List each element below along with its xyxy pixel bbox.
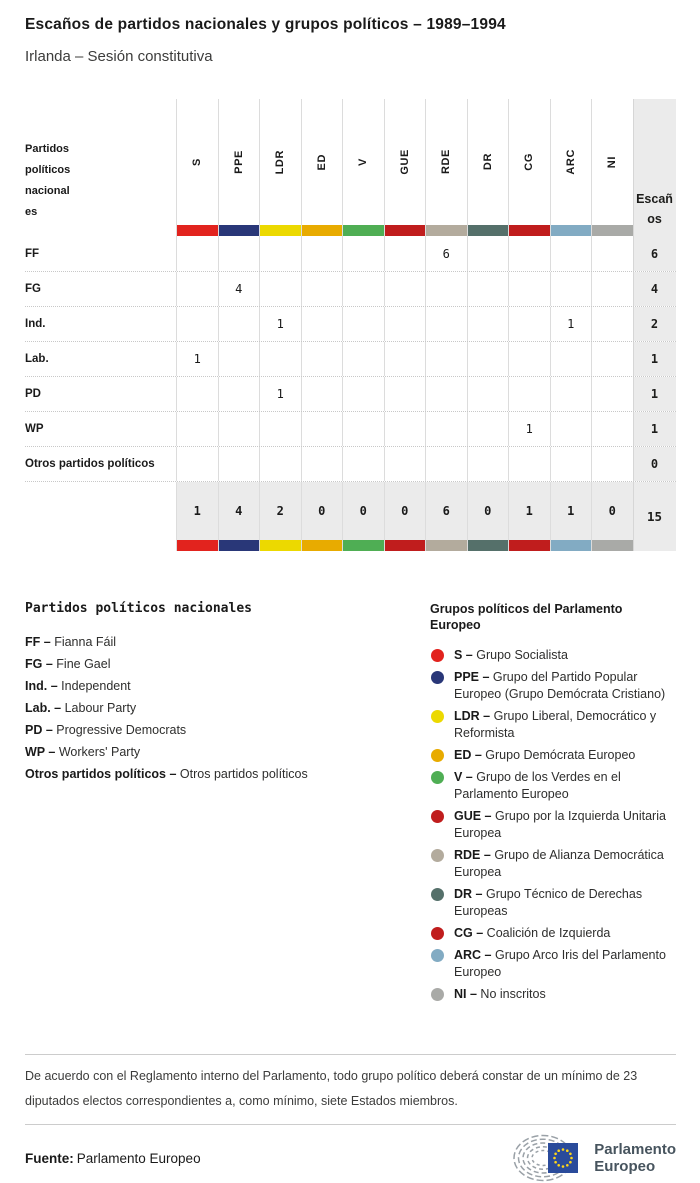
group-name: Grupo Técnico de Derechas Europeas [454, 887, 643, 918]
party-name: Fianna Fáil [54, 635, 117, 649]
seat-cell-ARC [550, 272, 592, 306]
group-name: Grupo de los Verdes en el Parlamento Europeo [454, 770, 621, 801]
group-color-band [551, 225, 592, 236]
seat-cell-LDR: 1 [259, 307, 301, 341]
seat-cell-DR [467, 272, 509, 306]
seat-cell-RDE [425, 342, 467, 376]
source-value: Parlamento Europeo [76, 1150, 201, 1166]
seat-cell-RDE [425, 412, 467, 446]
page-title: Escaños de partidos nacionales y grupos políticos – 1989–1994 [25, 16, 506, 33]
table-row [25, 271, 676, 306]
column-header-text: RDE [440, 149, 453, 175]
national-parties-legend [25, 601, 430, 1008]
ep-logo-text-line1: Parlamento [594, 1141, 676, 1158]
column-total-NI: 0 [591, 482, 633, 551]
column-header-LDR [259, 99, 301, 236]
group-legend-text [454, 947, 676, 981]
group-color-band [592, 225, 633, 236]
group-legend-item [430, 847, 676, 881]
seat-cell-RDE [425, 272, 467, 306]
group-color-band [509, 540, 550, 551]
group-legend-item [430, 669, 676, 703]
column-total-ED: 0 [301, 482, 343, 551]
seats-header-line: Escañ [636, 192, 673, 206]
party-label: Ind. [25, 318, 46, 330]
group-legend-text [454, 886, 676, 920]
group-color-dot [431, 671, 444, 684]
column-total-DR: 0 [467, 482, 509, 551]
row-header-line: Partidos [25, 143, 70, 155]
seat-cell-DR [467, 447, 509, 481]
row-total-cell: 1 [633, 412, 676, 446]
group-abbr: DR – [454, 887, 483, 901]
column-header-CG [508, 99, 550, 236]
group-abbr: S – [454, 648, 473, 662]
group-legend-text [454, 986, 546, 1003]
group-abbr: CG – [454, 926, 484, 940]
eu-flag-icon [548, 1143, 578, 1173]
ep-logo-text [594, 1141, 676, 1175]
seat-cell-ED [301, 342, 343, 376]
column-total-RDE: 6 [425, 482, 467, 551]
seat-cell-NI [591, 412, 633, 446]
group-legend-item [430, 886, 676, 920]
seat-cell-V [342, 272, 384, 306]
party-label: FG [25, 283, 41, 295]
group-color-band [219, 540, 260, 551]
seat-cell-RDE [425, 377, 467, 411]
seat-cell-GUE [384, 342, 426, 376]
group-color-band [468, 540, 509, 551]
seat-cell-DR [467, 236, 509, 271]
seat-cell-ED [301, 307, 343, 341]
european-parliament-logo [512, 1133, 676, 1183]
group-color-dot [431, 888, 444, 901]
column-header-label-wrap [177, 99, 218, 225]
seat-cell-PPE [218, 447, 260, 481]
column-total-PPE: 4 [218, 482, 260, 551]
group-legend-text [454, 708, 676, 742]
seat-cell-V [342, 342, 384, 376]
seat-cell-S [176, 412, 218, 446]
party-abbr: WP – [25, 745, 56, 759]
column-header-text: PPE [232, 150, 245, 174]
party-label: FF [25, 247, 40, 260]
group-color-dot [431, 749, 444, 762]
group-legend-item [430, 647, 676, 664]
seat-cell-S [176, 377, 218, 411]
party-abbr: Ind. – [25, 679, 58, 693]
column-header-text: ED [315, 153, 328, 171]
seat-cell-PPE [218, 236, 260, 271]
seat-cell-DR [467, 342, 509, 376]
group-color-band [551, 540, 592, 551]
party-legend-item [25, 697, 430, 719]
group-abbr: PPE – [454, 670, 490, 684]
seat-cell-ED [301, 447, 343, 481]
legend-groups-title: Grupos políticos del Parlamento Europeo [430, 602, 623, 632]
seat-cell-PPE [218, 412, 260, 446]
table-header-row [25, 99, 676, 236]
seat-cell-GUE [384, 307, 426, 341]
legends-section [25, 601, 676, 1008]
party-label: WP [25, 423, 44, 435]
source-line [25, 1151, 201, 1166]
group-color-dot [431, 771, 444, 784]
group-color-dot [431, 949, 444, 962]
party-name: Labour Party [64, 701, 137, 715]
seat-cell-LDR [259, 412, 301, 446]
seat-cell-S [176, 447, 218, 481]
seat-cell-NI [591, 447, 633, 481]
table-row [25, 446, 676, 481]
seat-cell-DR [467, 412, 509, 446]
group-color-band [343, 225, 384, 236]
group-legend-text [454, 925, 610, 942]
seat-cell-NI [591, 307, 633, 341]
seat-cell-NI [591, 272, 633, 306]
party-legend-item [25, 631, 430, 653]
seats-table [25, 99, 676, 551]
party-legend-item [25, 741, 430, 763]
seat-cell-CG: 1 [508, 412, 550, 446]
group-color-dot [431, 710, 444, 723]
group-abbr: RDE – [454, 848, 491, 862]
seat-cell-RDE [425, 307, 467, 341]
column-header-label-wrap [468, 99, 509, 225]
seat-cell-V [342, 447, 384, 481]
seat-cell-ED [301, 377, 343, 411]
party-name: Otros partidos políticos [179, 767, 308, 781]
seat-cell-GUE [384, 377, 426, 411]
seat-cell-CG [508, 272, 550, 306]
party-abbr: FG – [25, 657, 53, 671]
group-color-band [177, 225, 218, 236]
seat-cell-CG [508, 377, 550, 411]
group-abbr: ARC – [454, 948, 492, 962]
column-header-label-wrap [302, 99, 343, 225]
group-color-band [509, 225, 550, 236]
party-label: PD [25, 388, 41, 400]
seat-cell-NI [591, 236, 633, 271]
party-name: Independent [61, 679, 131, 693]
column-total-V: 0 [342, 482, 384, 551]
seat-cell-ED [301, 272, 343, 306]
group-legend-text [454, 847, 676, 881]
column-header-GUE [384, 99, 426, 236]
column-header-text: V [357, 158, 370, 166]
seat-cell-NI [591, 377, 633, 411]
seat-cell-ARC [550, 342, 592, 376]
column-header-label-wrap [343, 99, 384, 225]
column-header-text: LDR [274, 149, 287, 175]
group-color-band [385, 225, 426, 236]
column-header-ED [301, 99, 343, 236]
column-header-text: DR [481, 153, 494, 171]
column-header-V [342, 99, 384, 236]
row-total-cell: 6 [633, 236, 676, 271]
table-row [25, 376, 676, 411]
column-total-ARC: 1 [550, 482, 592, 551]
seat-cell-V [342, 236, 384, 271]
group-name: Grupo Demócrata Europeo [485, 748, 636, 762]
group-legend-item [430, 747, 676, 764]
group-name: Grupo del Partido Popular Europeo (Grupo Demócrata Cristiano) [454, 670, 666, 701]
seat-cell-ARC [550, 447, 592, 481]
source-label: Fuente: [25, 1150, 74, 1166]
group-color-band [426, 540, 467, 551]
group-color-band [426, 225, 467, 236]
column-header-text: NI [606, 155, 619, 169]
column-header-NI [591, 99, 633, 236]
group-legend-item [430, 708, 676, 742]
group-color-band [302, 540, 343, 551]
divider [25, 1124, 676, 1125]
column-total-LDR: 2 [259, 482, 301, 551]
seat-cell-S [176, 236, 218, 271]
group-color-band [343, 540, 384, 551]
row-total-cell: 1 [633, 377, 676, 411]
party-label: Lab. [25, 353, 49, 365]
seat-cell-CG [508, 342, 550, 376]
group-legend-text [454, 647, 568, 664]
group-abbr: LDR – [454, 709, 491, 723]
seat-cell-PPE: 4 [218, 272, 260, 306]
column-header-label-wrap [592, 99, 633, 225]
group-color-dot [431, 927, 444, 940]
table-row [25, 341, 676, 376]
group-abbr: GUE – [454, 809, 492, 823]
seat-cell-V [342, 307, 384, 341]
column-header-text: GUE [398, 149, 411, 175]
seats-column-header [633, 99, 676, 236]
column-header-text: CG [523, 153, 536, 171]
column-header-text: S [191, 158, 204, 166]
group-abbr: NI – [454, 987, 477, 1001]
ep-logo-text-line2: Europeo [594, 1158, 656, 1175]
row-header-line: políticos [25, 164, 71, 176]
column-header-S [176, 99, 218, 236]
seat-cell-S: 1 [176, 342, 218, 376]
row-header-label [25, 99, 176, 236]
party-abbr: FF – [25, 635, 51, 649]
group-color-band [219, 225, 260, 236]
group-legend-text [454, 669, 676, 703]
table-row [25, 236, 676, 271]
row-header-line: es [25, 206, 38, 218]
group-color-dot [431, 849, 444, 862]
political-groups-legend [430, 601, 676, 1008]
footnote: De acuerdo con el Reglamento interno del Parlamento, todo grupo político deberá constar de un mínimo de 23 diputados electos correspondientes a, como mínimo, siete Estados miembros. [25, 1069, 638, 1108]
seat-cell-NI [591, 342, 633, 376]
seat-cell-PPE [218, 377, 260, 411]
group-legend-text [454, 747, 635, 764]
group-color-band [177, 540, 218, 551]
group-legend-item [430, 769, 676, 803]
group-color-dot [431, 988, 444, 1001]
seat-cell-GUE [384, 236, 426, 271]
seat-cell-PPE [218, 342, 260, 376]
seat-cell-S [176, 307, 218, 341]
group-name: Grupo Arco Iris del Parlamento Europeo [454, 948, 666, 979]
ep-hemicycle-icon [512, 1133, 586, 1183]
party-name: Workers' Party [58, 745, 141, 759]
column-header-label-wrap [551, 99, 592, 225]
seat-cell-S [176, 272, 218, 306]
group-color-dot [431, 810, 444, 823]
group-legend-text [454, 808, 676, 842]
grand-total-cell: 15 [633, 482, 676, 551]
party-name: Fine Gael [56, 657, 111, 671]
seat-cell-CG [508, 307, 550, 341]
totals-row-label [25, 482, 176, 551]
seat-cell-LDR [259, 447, 301, 481]
seat-cell-PPE [218, 307, 260, 341]
group-color-band [302, 225, 343, 236]
group-color-band [260, 225, 301, 236]
party-legend-item [25, 675, 430, 697]
group-legend-item [430, 986, 676, 1003]
seat-cell-GUE [384, 412, 426, 446]
column-header-PPE [218, 99, 260, 236]
group-color-dot [431, 649, 444, 662]
footer [25, 1133, 676, 1183]
seat-cell-GUE [384, 447, 426, 481]
seat-cell-ARC: 1 [550, 307, 592, 341]
column-header-label-wrap [219, 99, 260, 225]
table-row [25, 306, 676, 341]
row-total-cell: 1 [633, 342, 676, 376]
group-name: Grupo Liberal, Democrático y Reformista [454, 709, 657, 740]
seat-cell-LDR: 1 [259, 377, 301, 411]
table-row [25, 411, 676, 446]
seat-cell-LDR [259, 236, 301, 271]
column-header-DR [467, 99, 509, 236]
party-legend-item [25, 719, 430, 741]
page-subtitle: Irlanda – Sesión constitutiva [25, 48, 213, 65]
row-total-cell: 4 [633, 272, 676, 306]
group-color-band [260, 540, 301, 551]
seat-cell-GUE [384, 272, 426, 306]
seat-cell-CG [508, 236, 550, 271]
column-total-S: 1 [176, 482, 218, 551]
group-color-band [592, 540, 633, 551]
seat-cell-RDE: 6 [425, 236, 467, 271]
column-header-ARC [550, 99, 592, 236]
seat-cell-ED [301, 236, 343, 271]
column-header-label-wrap [426, 99, 467, 225]
party-label: Otros partidos políticos [25, 458, 155, 470]
group-color-band [468, 225, 509, 236]
seat-cell-CG [508, 447, 550, 481]
party-name: Progressive Democrats [56, 723, 187, 737]
seats-header-line: os [647, 212, 662, 226]
group-name: Grupo Socialista [476, 648, 568, 662]
group-legend-item [430, 925, 676, 942]
group-name: No inscritos [480, 987, 546, 1001]
party-legend-item [25, 653, 430, 675]
legend-groups-list [430, 647, 676, 1003]
group-name: Coalición de Izquierda [486, 926, 611, 940]
column-header-label-wrap [260, 99, 301, 225]
column-header-label-wrap [385, 99, 426, 225]
column-header-RDE [425, 99, 467, 236]
row-total-cell: 0 [633, 447, 676, 481]
seat-cell-DR [467, 377, 509, 411]
seat-cell-LDR [259, 272, 301, 306]
seat-cell-ED [301, 412, 343, 446]
legend-parties-list [25, 631, 430, 785]
group-color-band [385, 540, 426, 551]
column-total-GUE: 0 [384, 482, 426, 551]
party-abbr: Lab. – [25, 701, 62, 715]
group-abbr: ED – [454, 748, 482, 762]
legend-parties-title: Partidos políticos nacionales [25, 601, 252, 616]
row-total-cell: 2 [633, 307, 676, 341]
column-header-text: ARC [564, 149, 577, 175]
seat-cell-ARC [550, 236, 592, 271]
seat-cell-V [342, 377, 384, 411]
group-legend-item [430, 947, 676, 981]
seat-cell-V [342, 412, 384, 446]
group-legend-text [454, 769, 676, 803]
row-header-line: nacional [25, 185, 70, 197]
seat-cell-ARC [550, 377, 592, 411]
column-total-CG: 1 [508, 482, 550, 551]
totals-row [25, 481, 676, 551]
group-abbr: V – [454, 770, 473, 784]
group-name: Grupo por la Izquierda Unitaria Europea [454, 809, 666, 840]
group-legend-item [430, 808, 676, 842]
seat-cell-RDE [425, 447, 467, 481]
party-legend-item [25, 763, 430, 785]
table-body [25, 236, 676, 481]
column-header-label-wrap [509, 99, 550, 225]
group-name: Grupo de Alianza Democrática Europea [454, 848, 664, 879]
party-abbr: PD – [25, 723, 53, 737]
party-abbr: Otros partidos políticos – [25, 767, 177, 781]
seat-cell-LDR [259, 342, 301, 376]
seat-cell-ARC [550, 412, 592, 446]
seat-cell-DR [467, 307, 509, 341]
